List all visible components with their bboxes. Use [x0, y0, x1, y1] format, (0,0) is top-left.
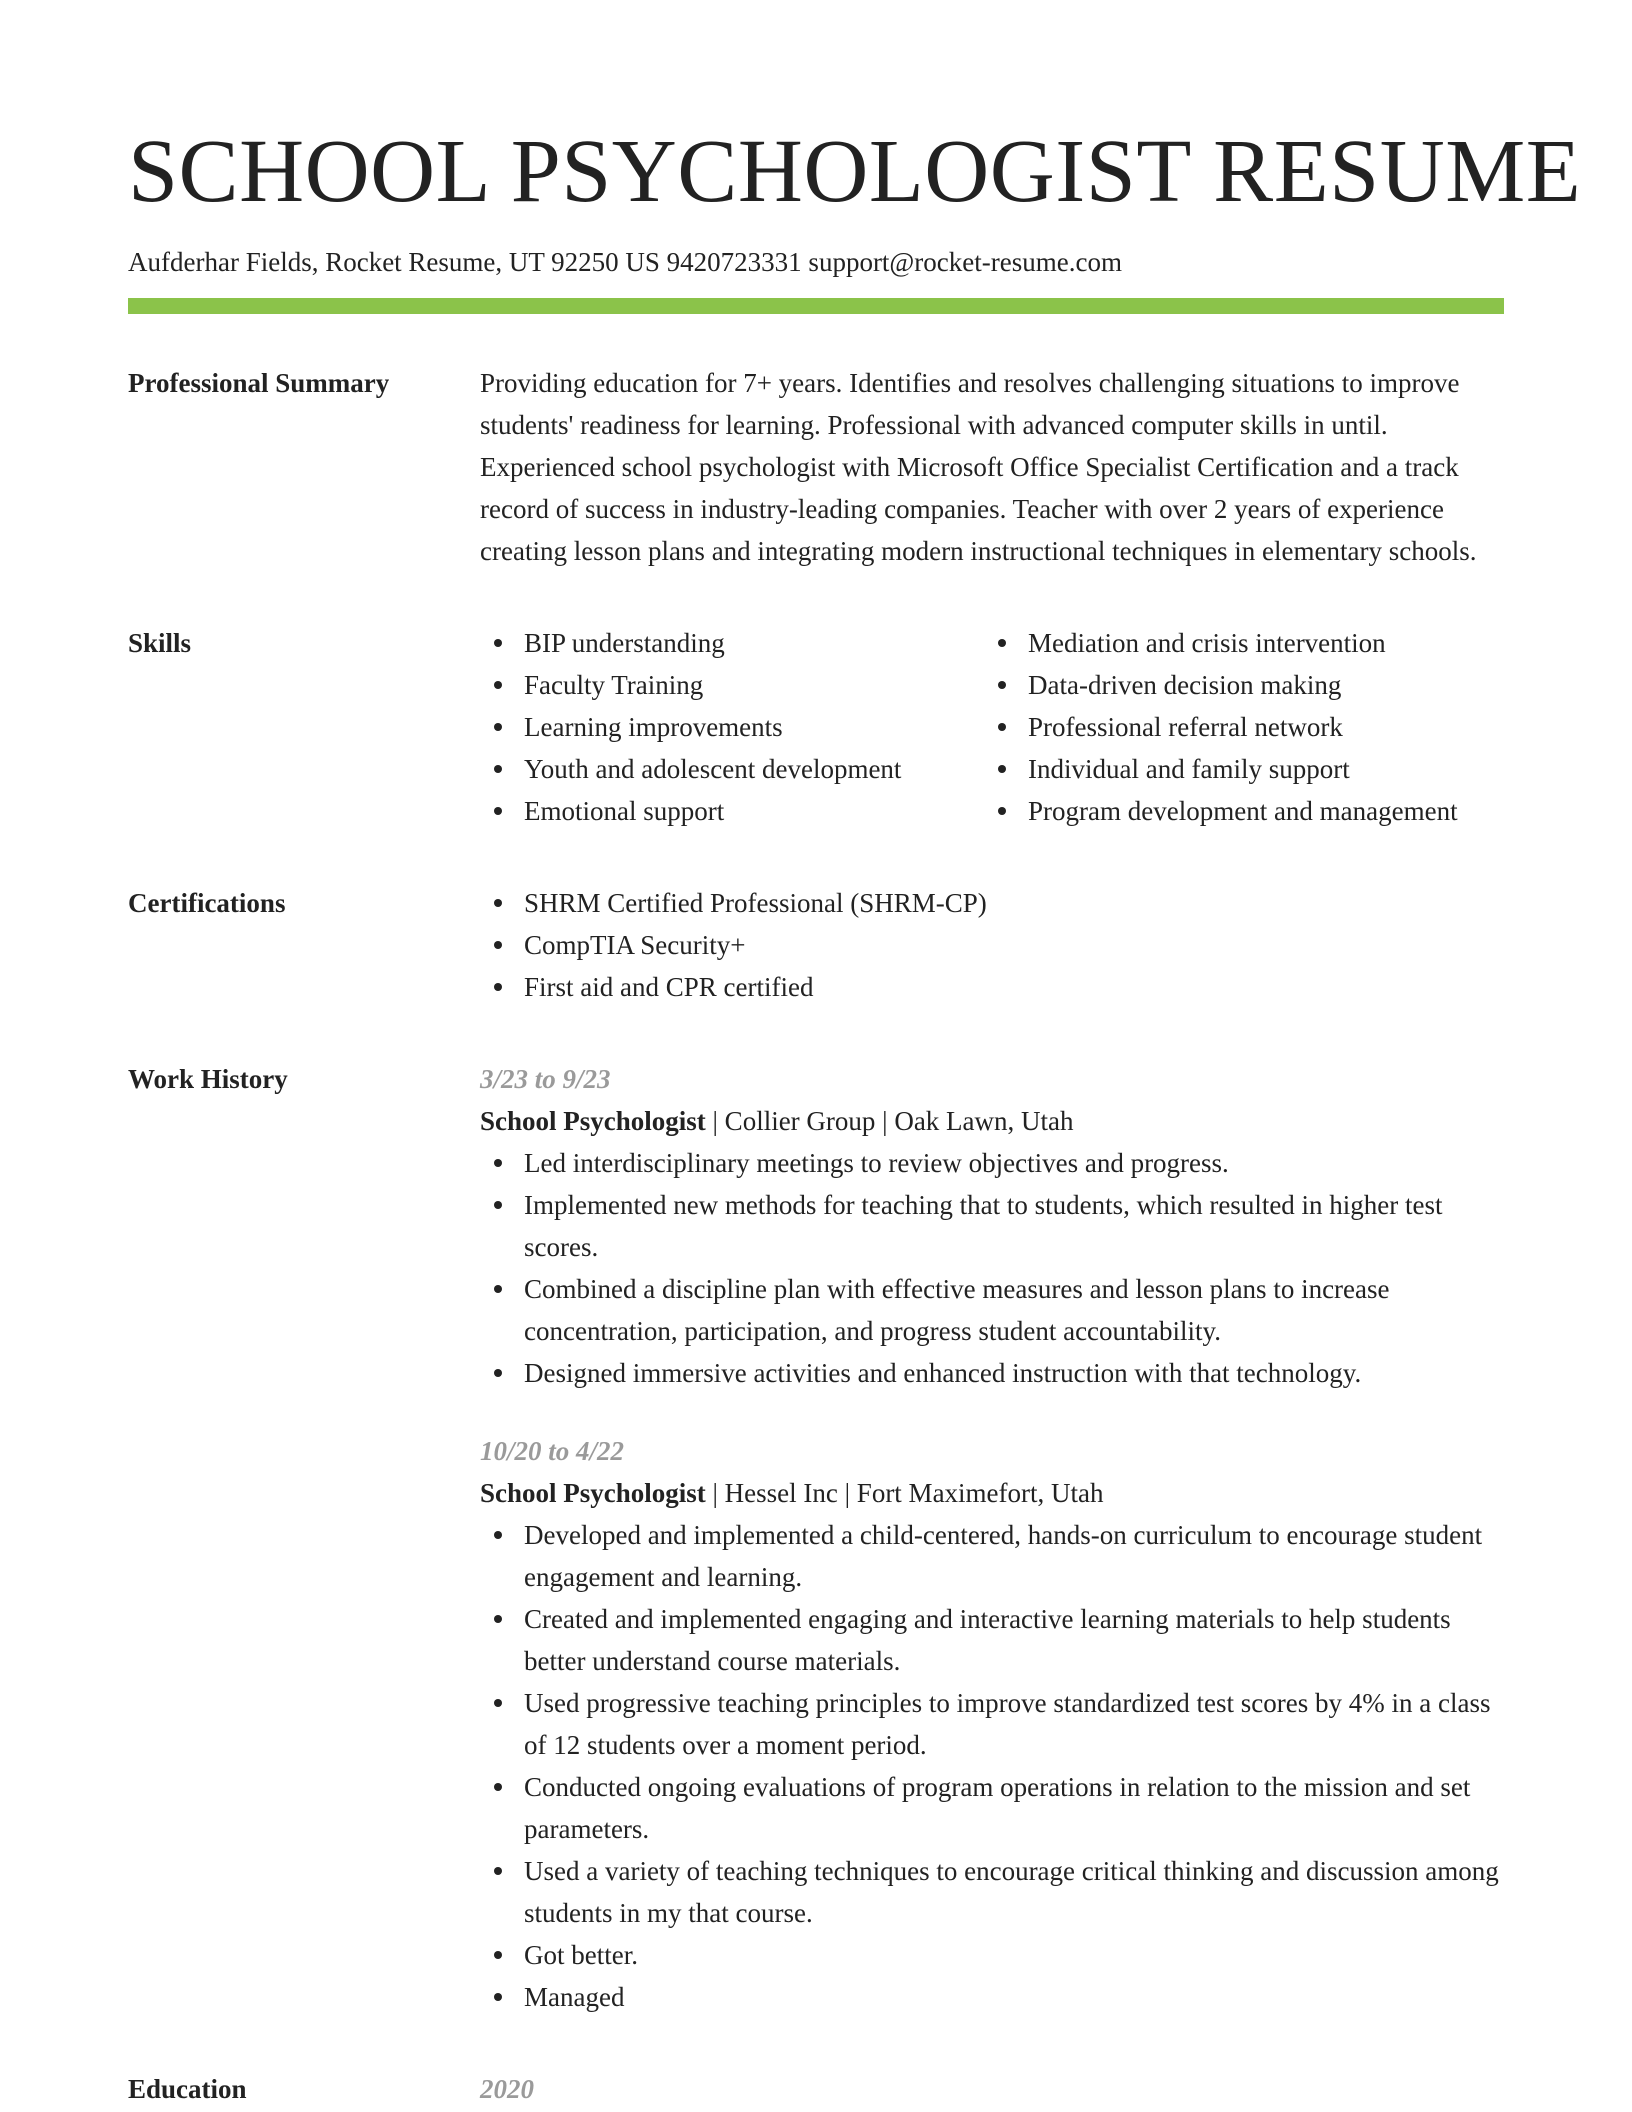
job-dates: 3/23 to 9/23	[480, 1064, 611, 1094]
certification-item: CompTIA Security+	[480, 924, 1504, 966]
skills-column-1	[480, 622, 984, 832]
skill-item: Program development and management	[984, 790, 1504, 832]
resume-title: SCHOOL PSYCHOLOGIST RESUME	[128, 122, 1582, 221]
job-bullet: Used progressive teaching principles to improve standardized test scores by 4% in a class of 12 students over a moment period.	[480, 1682, 1504, 1766]
skill-item: Mediation and crisis intervention	[984, 622, 1504, 664]
certifications-list	[480, 882, 1504, 1008]
skills-label: Skills	[128, 628, 192, 658]
contact-line: Aufderhar Fields, Rocket Resume, UT 92250 US 9420723331 support@rocket-resume.com	[128, 247, 1122, 277]
job-dates: 10/20 to 4/22	[480, 1436, 625, 1466]
job-entry	[480, 1430, 1504, 2018]
education-section	[128, 2068, 1504, 2110]
job-title: School Psychologist	[480, 1478, 706, 1508]
skills-column-2	[984, 622, 1504, 832]
skill-item: Data-driven decision making	[984, 664, 1504, 706]
skills-section	[128, 622, 1504, 832]
skill-item: Emotional support	[480, 790, 984, 832]
job-bullet: Developed and implemented a child-centered, hands-on curriculum to encourage student engagement and learning.	[480, 1514, 1504, 1598]
job-bullet: Designed immersive activities and enhanced instruction with that technology.	[480, 1352, 1504, 1394]
work-history-label: Work History	[128, 1064, 288, 1094]
certifications-label: Certifications	[128, 888, 286, 918]
summary-label: Professional Summary	[128, 368, 390, 398]
certification-item: SHRM Certified Professional (SHRM-CP)	[480, 882, 1504, 924]
summary-text: Providing education for 7+ years. Identifies and resolves challenging situations to improve students' readiness for learning. Professional with advanced computer skills in until. Experienced school psychologist with Microsoft Office Specialist Certification and a track record of success in industry-leading companies. Teacher with over 2 years of experience creating lesson plans and integrating modern instructional techniques in elementary schools.	[480, 368, 1477, 566]
certifications-section	[128, 882, 1504, 1008]
job-bullet: Used a variety of teaching techniques to encourage critical thinking and discussion among students in my that course.	[480, 1850, 1504, 1934]
job-bullet: Managed	[480, 1976, 1504, 2018]
job-bullet: Conducted ongoing evaluations of program operations in relation to the mission and set parameters.	[480, 1766, 1504, 1850]
education-label: Education	[128, 2074, 247, 2104]
job-bullets	[480, 1514, 1504, 2018]
job-bullet: Got better.	[480, 1934, 1504, 1976]
job-heading	[480, 1472, 1504, 1514]
certification-item: First aid and CPR certified	[480, 966, 1504, 1008]
job-company: | Collier Group | Oak Lawn, Utah	[705, 1106, 1074, 1136]
job-bullet: Led interdisciplinary meetings to review objectives and progress.	[480, 1142, 1504, 1184]
skill-item: Individual and family support	[984, 748, 1504, 790]
job-bullets	[480, 1142, 1504, 1394]
summary-section	[128, 362, 1504, 572]
job-entry	[480, 1058, 1504, 1394]
skill-item: Faculty Training	[480, 664, 984, 706]
job-company: | Hessel Inc | Fort Maximefort, Utah	[705, 1478, 1104, 1508]
education-year: 2020	[480, 2074, 534, 2104]
job-bullet: Combined a discipline plan with effective measures and lesson plans to increase concentration, participation, and progress student accountability.	[480, 1268, 1504, 1352]
skill-item: Learning improvements	[480, 706, 984, 748]
resume-page	[128, 0, 1582, 2110]
skill-item: BIP understanding	[480, 622, 984, 664]
accent-divider	[128, 298, 1504, 314]
skill-item: Professional referral network	[984, 706, 1504, 748]
job-heading	[480, 1100, 1504, 1142]
skill-item: Youth and adolescent development	[480, 748, 984, 790]
job-title: School Psychologist	[480, 1106, 706, 1136]
work-history-section	[128, 1058, 1504, 2018]
job-bullet: Implemented new methods for teaching that to students, which resulted in higher test scores.	[480, 1184, 1504, 1268]
job-bullet: Created and implemented engaging and interactive learning materials to help students better understand course materials.	[480, 1598, 1504, 1682]
